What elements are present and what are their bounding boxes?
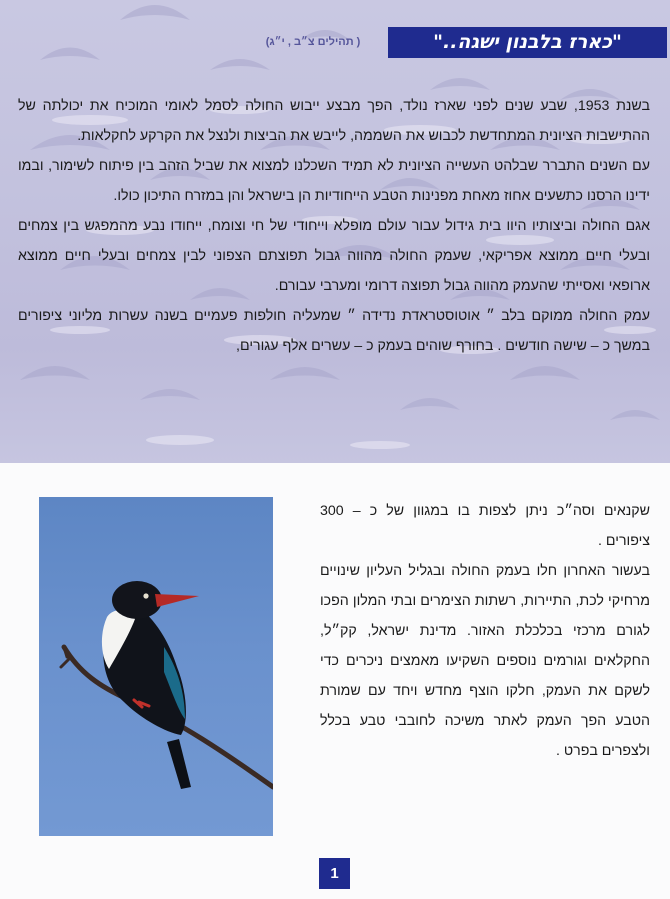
paragraph: עמק החולה ממוקם בלב ״ אוטוסטראדת נדידה ״ שמעליה חולפות פעמיים בשנה עשרות מליוני ציפורים במשך כ – שישה חודשים . בחורף שוהים בעמק כ – עשרים אלף עגורים,: [18, 308, 650, 354]
kingfisher-photo: [39, 497, 273, 836]
page-title: "כארז בלבנון ישגה..": [388, 27, 667, 58]
kingfisher-illustration: [39, 497, 273, 836]
paragraph: בעשור האחרון חלו בעמק החולה ובגליל העליון שינויים מרחיקי לכת, התיירות, רשתות הצימרים ובתי המלון הפכו לגורם מרכזי בכלכלת האזור. מדינת ישראל, קק״ל, החקלאים וגורמים נוספים השקיעו מאמצים ניכרים כדי לשקם את העמק, חלקו הוצף מחדש ויחד עם שמורת הטבע הפך העמק לאתר משיכה לחובבי טבע בכלל ולצפרים בפרט .: [320, 563, 650, 759]
article-text-top: [18, 91, 650, 361]
paragraph: אגם החולה וביצותיו היוו בית גידול עבור עולם מופלא וייחודי של חי וצומח, ייחודו נבע מהמפגש בין צמחים ובעלי חיים ממוצא אפריקאי, שעמק החולה מהווה גבול תפוצתם הצפוני לבין צמחים ובעלי חיים ממוצא ארופאי ואסייתי שהעמק מהווה גבול תפוצה דרומי ומערבי עבורם.: [18, 218, 650, 294]
paragraph: בשנת 1953, שבע שנים לפני שארז נולד, הפך מבצע ייבוש החולה לסמל לאומי המוכיח את יכולתה של ההתישבות הציונית המתחדשת לכבוש את השממה, לייבש את הביצות ולנצל את הקרקע לחקלאות.: [18, 98, 650, 144]
paragraph: עם השנים התברר שבלהט העשייה הציונית לא תמיד השכלנו למצוא את שביל הזהב בין פיתוח לשימור, ובמו ידינו הרסנו כתשעים אחוז מאחת מפנינות הטבע הייחודיות הן בישראל והן במזרח התיכון כולו.: [18, 158, 650, 204]
verse-source: ( תהילים צ״ב , י״ג): [265, 36, 361, 48]
article-text-side: [320, 496, 650, 766]
paragraph: שקנאים וסה״כ ניתן לצפות בו במגוון של כ – 300 ציפורים .: [320, 503, 650, 549]
page-number: 1: [319, 858, 350, 889]
